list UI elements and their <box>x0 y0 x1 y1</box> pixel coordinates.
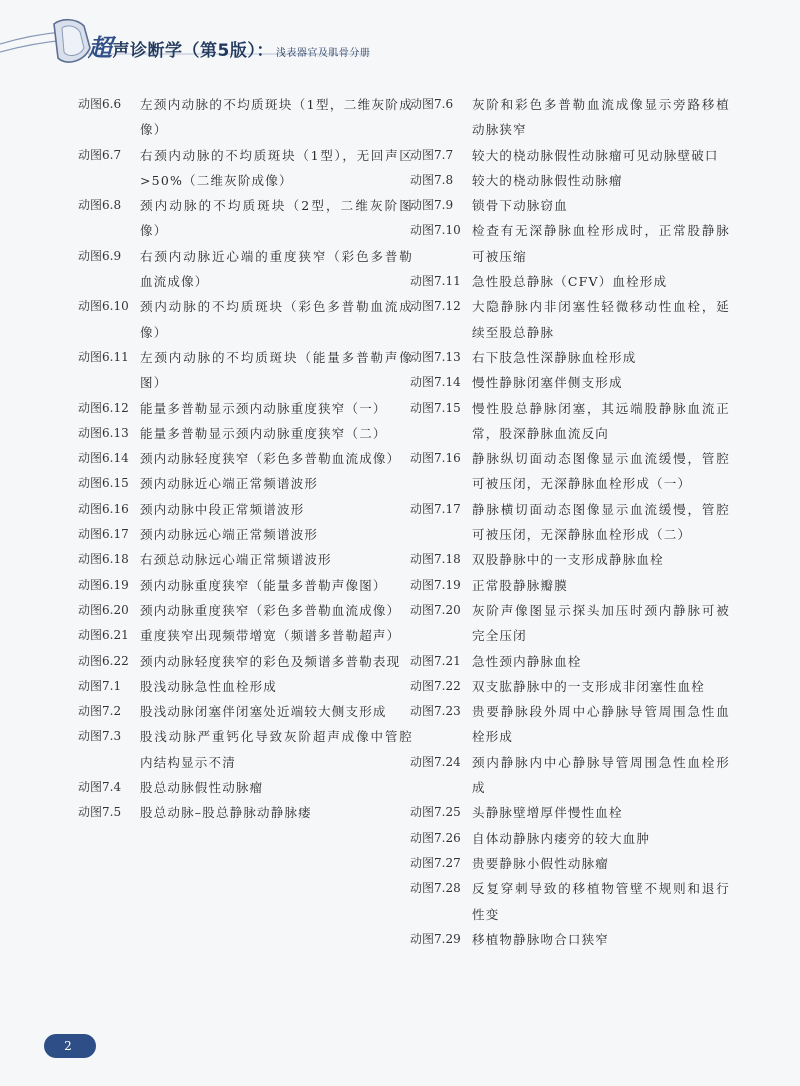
list-item <box>78 573 413 598</box>
figure-caption: 静脉纵切面动态图像显示血流缓慢，管腔可被压闭，无深静脉血栓形成（一） <box>472 451 730 492</box>
figure-number: 动图6.14 <box>78 451 129 466</box>
figure-number: 动图7.2 <box>78 704 122 719</box>
figure-number: 动图6.10 <box>78 299 129 314</box>
figure-caption: 灰阶声像图显示探头加压时颈内静脉可被完全压闭 <box>472 602 730 644</box>
figure-number: 动图7.13 <box>410 349 461 364</box>
list-item <box>78 294 413 345</box>
page-number-badge <box>44 1034 96 1058</box>
figure-number: 动图7.23 <box>410 704 461 719</box>
figure-number: 动图7.21 <box>410 653 461 668</box>
left-column-list <box>78 92 413 826</box>
figure-caption: 颈内静脉内中心静脉导管周围急性血栓形成 <box>472 754 730 796</box>
list-item <box>78 92 413 143</box>
figure-number: 动图7.26 <box>410 830 461 845</box>
figure-number: 动图6.18 <box>78 552 129 567</box>
figure-caption: 移植物静脉吻合口狭窄 <box>472 931 610 947</box>
list-item <box>410 396 730 447</box>
figure-caption: 反复穿刺导致的移植物管壁不规则和退行性变 <box>472 881 730 922</box>
figure-number: 动图6.15 <box>78 476 129 491</box>
figure-caption: 右颈内动脉的不均质斑块（1型），无回声区>50%（二维灰阶成像） <box>140 147 413 188</box>
list-item <box>78 623 413 648</box>
list-item <box>410 269 730 294</box>
figure-caption: 右下肢急性深静脉血栓形成 <box>472 349 637 365</box>
figure-number: 动图6.13 <box>78 425 129 440</box>
list-item <box>410 927 730 952</box>
figure-caption: 贵要静脉段外周中心静脉导管周围急性血栓形成 <box>472 704 730 745</box>
figure-number: 动图7.7 <box>410 147 454 162</box>
figure-caption: 颈内动脉轻度狭窄（彩色多普勒血流成像） <box>140 451 401 467</box>
figure-caption: 股浅动脉严重钙化导致灰阶超声成像中管腔内结构显示不清 <box>140 729 413 770</box>
figure-number: 动图6.16 <box>78 501 129 516</box>
figure-caption: 大隐静脉内非闭塞性轻微移动性血栓，延续至股总静脉 <box>472 299 730 340</box>
list-item <box>410 876 730 927</box>
list-item <box>78 143 413 194</box>
figure-number: 动图6.22 <box>78 653 129 668</box>
figure-caption: 股总动脉假性动脉瘤 <box>140 780 264 796</box>
figure-number: 动图7.12 <box>410 299 461 314</box>
figure-caption: 右颈总动脉远心端正常频谱波形 <box>140 552 332 568</box>
figure-number: 动图7.15 <box>410 400 461 415</box>
figure-caption: 急性股总静脉（CFV）血栓形成 <box>472 274 668 290</box>
figure-number: 动图6.19 <box>78 577 129 592</box>
figure-number: 动图6.12 <box>78 400 129 415</box>
list-item <box>410 497 730 548</box>
figure-caption: 股总动脉–股总静脉动静脉瘘 <box>140 805 312 821</box>
figure-number: 动图6.7 <box>78 147 122 162</box>
list-item <box>410 446 730 497</box>
right-column-list <box>410 92 730 952</box>
book-subtitle: 浅表器官及肌骨分册 <box>275 48 371 59</box>
list-item <box>78 598 413 623</box>
figure-number: 动图7.19 <box>410 577 461 592</box>
figure-number: 动图7.22 <box>410 678 461 693</box>
figure-number: 动图7.18 <box>410 552 461 567</box>
figure-caption: 股浅动脉闭塞伴闭塞处近端较大侧支形成 <box>140 704 387 720</box>
figure-number: 动图7.8 <box>410 172 454 187</box>
list-item <box>78 193 413 244</box>
figure-number: 动图7.3 <box>78 729 122 744</box>
list-item <box>410 193 730 218</box>
page-header <box>0 0 800 72</box>
figure-number: 动图7.9 <box>410 198 454 213</box>
figure-number: 动图6.17 <box>78 527 129 542</box>
list-item <box>78 471 413 496</box>
figure-caption: 颈内动脉重度狭窄（彩色多普勒血流成像） <box>140 602 401 618</box>
list-item <box>410 649 730 674</box>
list-item <box>78 699 413 724</box>
figure-caption: 颈内动脉近心端正常频谱波形 <box>140 476 319 492</box>
figure-caption: 颈内动脉远心端正常频谱波形 <box>140 527 319 543</box>
list-item <box>78 421 413 446</box>
list-item <box>78 396 413 421</box>
figure-number: 动图6.21 <box>78 628 129 643</box>
figure-caption: 颈内动脉轻度狭窄的彩色及频谱多普勒表现 <box>140 653 401 669</box>
list-item <box>78 674 413 699</box>
figure-number: 动图6.9 <box>78 248 122 263</box>
list-item <box>78 522 413 547</box>
list-item <box>410 598 730 649</box>
figure-number: 动图6.11 <box>78 349 129 364</box>
figure-number: 动图7.14 <box>410 375 461 390</box>
figure-caption: 重度狭窄出现频带增宽（频谱多普勒超声） <box>140 628 401 644</box>
figure-number: 动图7.20 <box>410 602 461 617</box>
figure-caption: 检查有无深静脉血栓形成时，正常股静脉可被压缩 <box>472 223 730 264</box>
figure-caption: 能量多普勒显示颈内动脉重度狭窄（二） <box>140 425 387 441</box>
list-item <box>78 497 413 522</box>
list-item <box>410 547 730 572</box>
figure-caption: 灰阶和彩色多普勒血流成像显示旁路移植动脉狭窄 <box>472 97 730 138</box>
figure-caption: 颈内动脉的不均质斑块（2型，二维灰阶图像） <box>140 198 413 239</box>
figure-caption: 双股静脉中的一支形成静脉血栓 <box>472 552 664 568</box>
book-title-lead-char: 超 <box>88 34 113 62</box>
figure-number: 动图7.29 <box>410 931 461 946</box>
figure-number: 动图7.24 <box>410 754 461 769</box>
list-item <box>410 218 730 269</box>
list-item <box>78 649 413 674</box>
figure-number: 动图7.6 <box>410 97 454 111</box>
list-item <box>78 446 413 471</box>
list-item <box>78 345 413 396</box>
list-item <box>410 826 730 851</box>
figure-number: 动图7.10 <box>410 223 461 238</box>
list-item <box>410 800 730 825</box>
figure-caption: 慢性股总静脉闭塞，其远端股静脉血流正常，股深静脉血流反向 <box>472 400 730 441</box>
figure-number: 动图7.25 <box>410 805 461 820</box>
list-item <box>410 573 730 598</box>
list-item <box>78 244 413 295</box>
list-item <box>78 775 413 800</box>
book-title <box>88 28 370 63</box>
list-item <box>410 143 730 168</box>
figure-number: 动图7.28 <box>410 881 461 896</box>
list-item <box>410 370 730 395</box>
figure-caption: 急性颈内静脉血栓 <box>472 653 582 669</box>
figure-number: 动图7.4 <box>78 780 122 795</box>
list-item <box>410 674 730 699</box>
figure-caption: 颈内动脉中段正常频谱波形 <box>140 501 305 517</box>
list-item <box>78 547 413 572</box>
figure-number: 动图7.16 <box>410 451 461 466</box>
figure-caption: 较大的桡动脉假性动脉瘤可见动脉壁破口 <box>472 147 719 163</box>
list-item <box>410 168 730 193</box>
list-item <box>410 345 730 370</box>
figure-caption: 慢性静脉闭塞伴侧支形成 <box>472 375 623 391</box>
list-item <box>410 851 730 876</box>
list-item <box>78 724 413 775</box>
figure-caption: 颈内动脉的不均质斑块（彩色多普勒血流成像） <box>140 299 413 340</box>
figure-caption: 自体动静脉内瘘旁的较大血肿 <box>472 830 651 846</box>
figure-caption: 较大的桡动脉假性动脉瘤 <box>472 172 623 188</box>
figure-number: 动图6.6 <box>78 97 122 111</box>
figure-caption: 左颈内动脉的不均质斑块（能量多普勒声像图） <box>140 349 413 391</box>
figure-number: 动图7.11 <box>410 274 461 289</box>
figure-caption: 头静脉壁增厚伴慢性血栓 <box>472 805 623 821</box>
figure-caption: 股浅动脉急性血栓形成 <box>140 678 278 694</box>
figure-caption: 能量多普勒显示颈内动脉重度狭窄（一） <box>140 400 387 416</box>
figure-caption: 右颈内动脉近心端的重度狭窄（彩色多普勒血流成像） <box>140 248 413 290</box>
figure-number: 动图7.5 <box>78 805 122 820</box>
book-title-main: 声诊断学（第5版）： <box>112 41 274 61</box>
figure-caption: 左颈内动脉的不均质斑块（1型，二维灰阶成像） <box>140 97 413 138</box>
figure-caption: 双支肱静脉中的一支形成非闭塞性血栓 <box>472 678 705 694</box>
list-item <box>78 800 413 825</box>
list-item <box>410 750 730 801</box>
figure-number: 动图6.20 <box>78 602 129 617</box>
list-item <box>410 294 730 345</box>
figure-caption: 颈内动脉重度狭窄（能量多普勒声像图） <box>140 577 387 593</box>
figure-number: 动图7.1 <box>78 678 122 693</box>
list-item <box>410 92 730 143</box>
list-item <box>410 699 730 750</box>
figure-number: 动图7.17 <box>410 501 461 516</box>
figure-caption: 正常股静脉瓣膜 <box>472 577 568 593</box>
figure-caption: 贵要静脉小假性动脉瘤 <box>472 855 610 871</box>
page-number: 2 <box>64 1039 72 1053</box>
figure-number: 动图7.27 <box>410 855 461 870</box>
figure-caption: 锁骨下动脉窃血 <box>472 198 568 214</box>
figure-caption: 静脉横切面动态图像显示血流缓慢，管腔可被压闭，无深静脉血栓形成（二） <box>472 501 730 543</box>
figure-number: 动图6.8 <box>78 198 122 213</box>
